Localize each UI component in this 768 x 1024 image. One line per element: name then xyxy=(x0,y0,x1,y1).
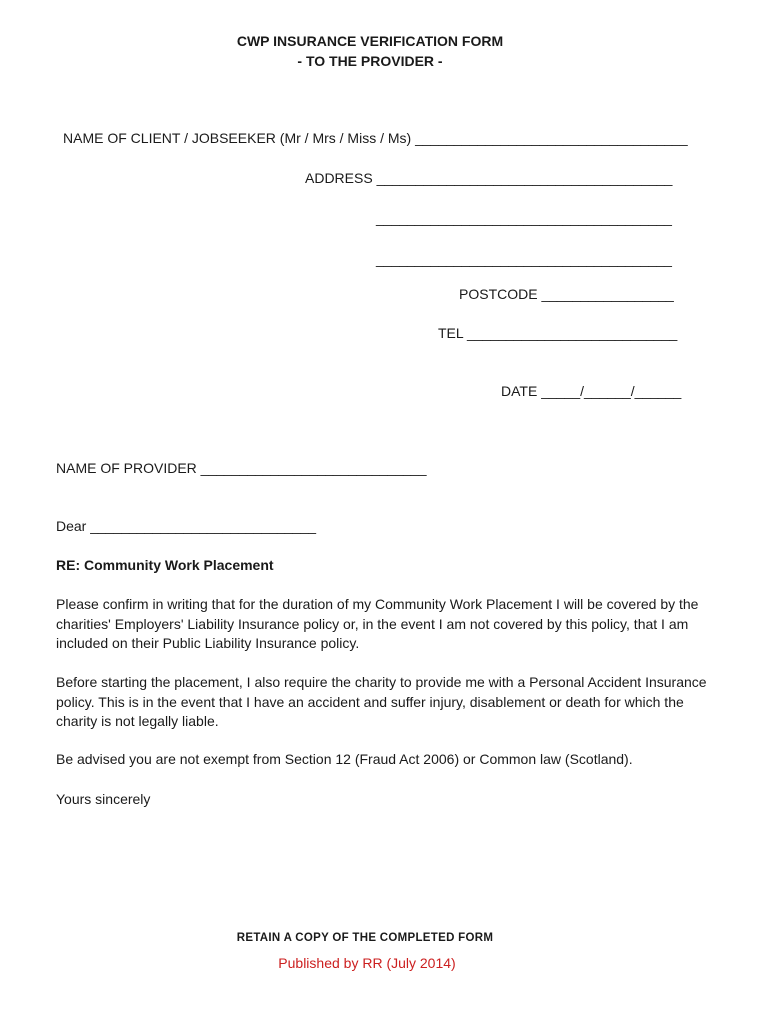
paragraph-accident: Before starting the placement, I also require the charity to provide me with a Personal Accident Insurance policy. This is in the event that I have an accident and suffer injury, disablement or death for which the charity is not legally liable. xyxy=(56,674,707,729)
form-subtitle: - TO THE PROVIDER - xyxy=(297,53,443,69)
paragraph-liability: Please confirm in writing that for the duration of my Community Work Placement I will be covered by the charities' Employers' Liability Insurance policy or, in the event I am not covered by this policy, that I am included on their Public Liability Insurance policy. xyxy=(56,596,699,651)
address-field-line-1[interactable]: ADDRESS ______________________________________ xyxy=(305,170,673,186)
postcode-field[interactable]: POSTCODE _________________ xyxy=(459,286,674,302)
form-title: CWP INSURANCE VERIFICATION FORM xyxy=(236,33,504,49)
client-name-field[interactable]: NAME OF CLIENT / JOBSEEKER (Mr / Mrs / Miss / Ms) ___________________________________ xyxy=(63,130,688,146)
re-heading: RE: Community Work Placement xyxy=(56,557,274,573)
published-by: Published by RR (July 2014) xyxy=(278,955,456,971)
paragraph-fraud-act: Be advised you are not exempt from Section 12 (Fraud Act 2006) or Common law (Scotland). xyxy=(56,751,633,767)
date-field[interactable]: DATE _____/______/______ xyxy=(501,383,682,399)
retain-copy-notice: RETAIN A COPY OF THE COMPLETED FORM xyxy=(236,932,494,944)
address-field-line-2[interactable]: ______________________________________ xyxy=(376,210,672,226)
address-field-line-3[interactable]: ______________________________________ xyxy=(376,251,672,267)
provider-name-field[interactable]: NAME OF PROVIDER _____________________________ xyxy=(56,460,427,476)
dear-field[interactable]: Dear _____________________________ xyxy=(56,518,317,534)
tel-field[interactable]: TEL ___________________________ xyxy=(438,325,678,341)
closing-text: Yours sincerely xyxy=(56,791,151,807)
